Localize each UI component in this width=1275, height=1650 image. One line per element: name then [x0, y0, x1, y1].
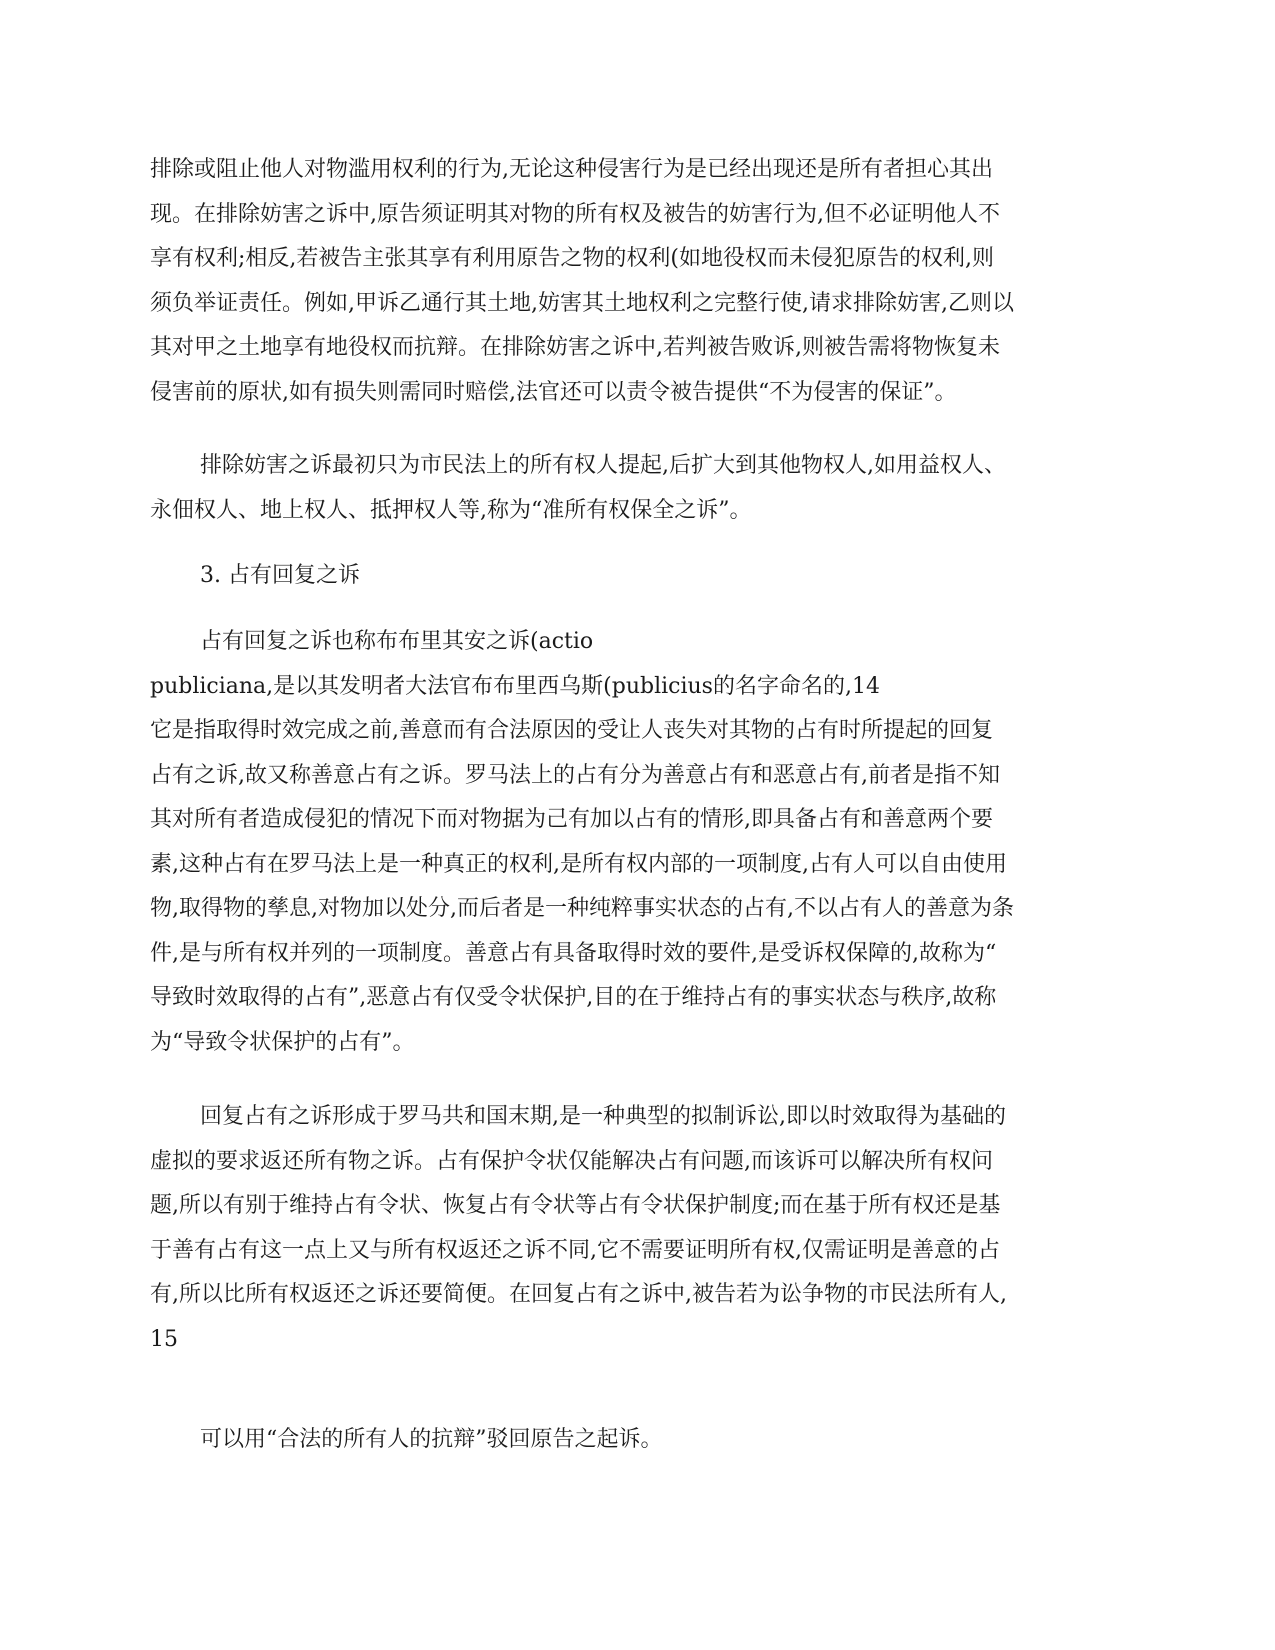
text-line: 占有之诉,故又称善意占有之诉。罗马法上的占有分为善意占有和恶意占有,前者是指不知 [150, 762, 1000, 788]
text-line: 导致时效取得的占有”,恶意占有仅受令状保护,目的在于维持占有的事实状态与秩序,故称 [150, 985, 997, 1010]
text-line: 素,这种占有在罗马法上是一种真正的权利,是所有权内部的一项制度,占有人可以自由使用 [150, 851, 1007, 877]
text-line: 它是指取得时效完成之前,善意而有合法原因的受让人丧失对其物的占有时所提起的回复 [150, 718, 993, 743]
paragraph-4 [150, 620, 1135, 1065]
text-line: 现。在排除妨害之诉中,原告须证明其对物的所有权及被告的妨害行为,但不必证明他人不 [150, 201, 1000, 227]
text-line: 题,所以有别于维持占有令状、恢复占有令状等占有令状保护制度;而在基于所有权还是基 [150, 1193, 1001, 1218]
paragraph-6 [150, 1418, 1135, 1463]
text-line: 占有回复之诉也称布布里其安之诉(actio [200, 629, 594, 654]
text-line: 其对所有者造成侵犯的情况下而对物据为己有加以占有的情形,即具备占有和善意两个要 [150, 807, 993, 832]
heading-text: 3. 占有回复之诉 [200, 563, 360, 588]
paragraph-1 [150, 148, 1135, 415]
footnote-marker: 15 [150, 1326, 178, 1352]
text-line: 永佃权人、地上权人、抵押权人等,称为“准所有权保全之诉”。 [150, 497, 752, 523]
text-line: 有,所以比所有权返还之诉还要简便。在回复占有之诉中,被告若为讼争物的市民法所有人, [150, 1282, 1007, 1307]
text-line: 虚拟的要求返还所有物之诉。占有保护令状仅能解决占有问题,而该诉可以解决所有权问 [150, 1148, 993, 1174]
text-line: 享有权利;相反,若被告主张其享有利用原告之物的权利(如地役权而未侵犯原告的权利,则 [150, 246, 994, 271]
text-line: 排除或阻止他人对物滥用权利的行为,无论这种侵害行为是已经出现还是所有者担心其出 [150, 157, 993, 182]
section-heading [150, 554, 1135, 599]
text-line: 须负举证责任。例如,甲诉乙通行其土地,妨害其土地权利之完整行使,请求排除妨害,乙则以 [150, 290, 1014, 316]
text-line: 件,是与所有权并列的一项制度。善意占有具备取得时效的要件,是受诉权保障的,故称为“ [150, 940, 997, 966]
text-line: 侵害前的原状,如有损失则需同时赔偿,法官还可以责令被告提供“不为侵害的保证”。 [150, 379, 957, 405]
text-line: 可以用“合法的所有人的抗辩”驳回原告之起诉。 [200, 1427, 663, 1452]
text-line: 排除妨害之诉最初只为市民法上的所有权人提起,后扩大到其他物权人,如用益权人、 [200, 453, 1006, 478]
paragraph-5 [150, 1095, 1135, 1362]
text-line: 于善有占有这一点上又与所有权返还之诉不同,它不需要证明所有权,仅需证明是善意的占 [150, 1237, 1000, 1263]
text-line: 其对甲之土地享有地役权而抗辩。在排除妨害之诉中,若判被告败诉,则被告需将物恢复未 [150, 335, 1000, 360]
text-line: 为“导致令状保护的占有”。 [150, 1029, 415, 1055]
text-line: publiciana,是以其发明者大法官布布里西乌斯(publicius的名字命名的,14 [150, 673, 880, 699]
text-line: 物,取得物的孳息,对物加以处分,而后者是一种纯粹事实状态的占有,不以占有人的善意为条 [150, 896, 1014, 921]
text-line: 回复占有之诉形成于罗马共和国末期,是一种典型的拟制诉讼,即以时效取得为基础的 [200, 1104, 1006, 1129]
paragraph-2 [150, 444, 1135, 533]
